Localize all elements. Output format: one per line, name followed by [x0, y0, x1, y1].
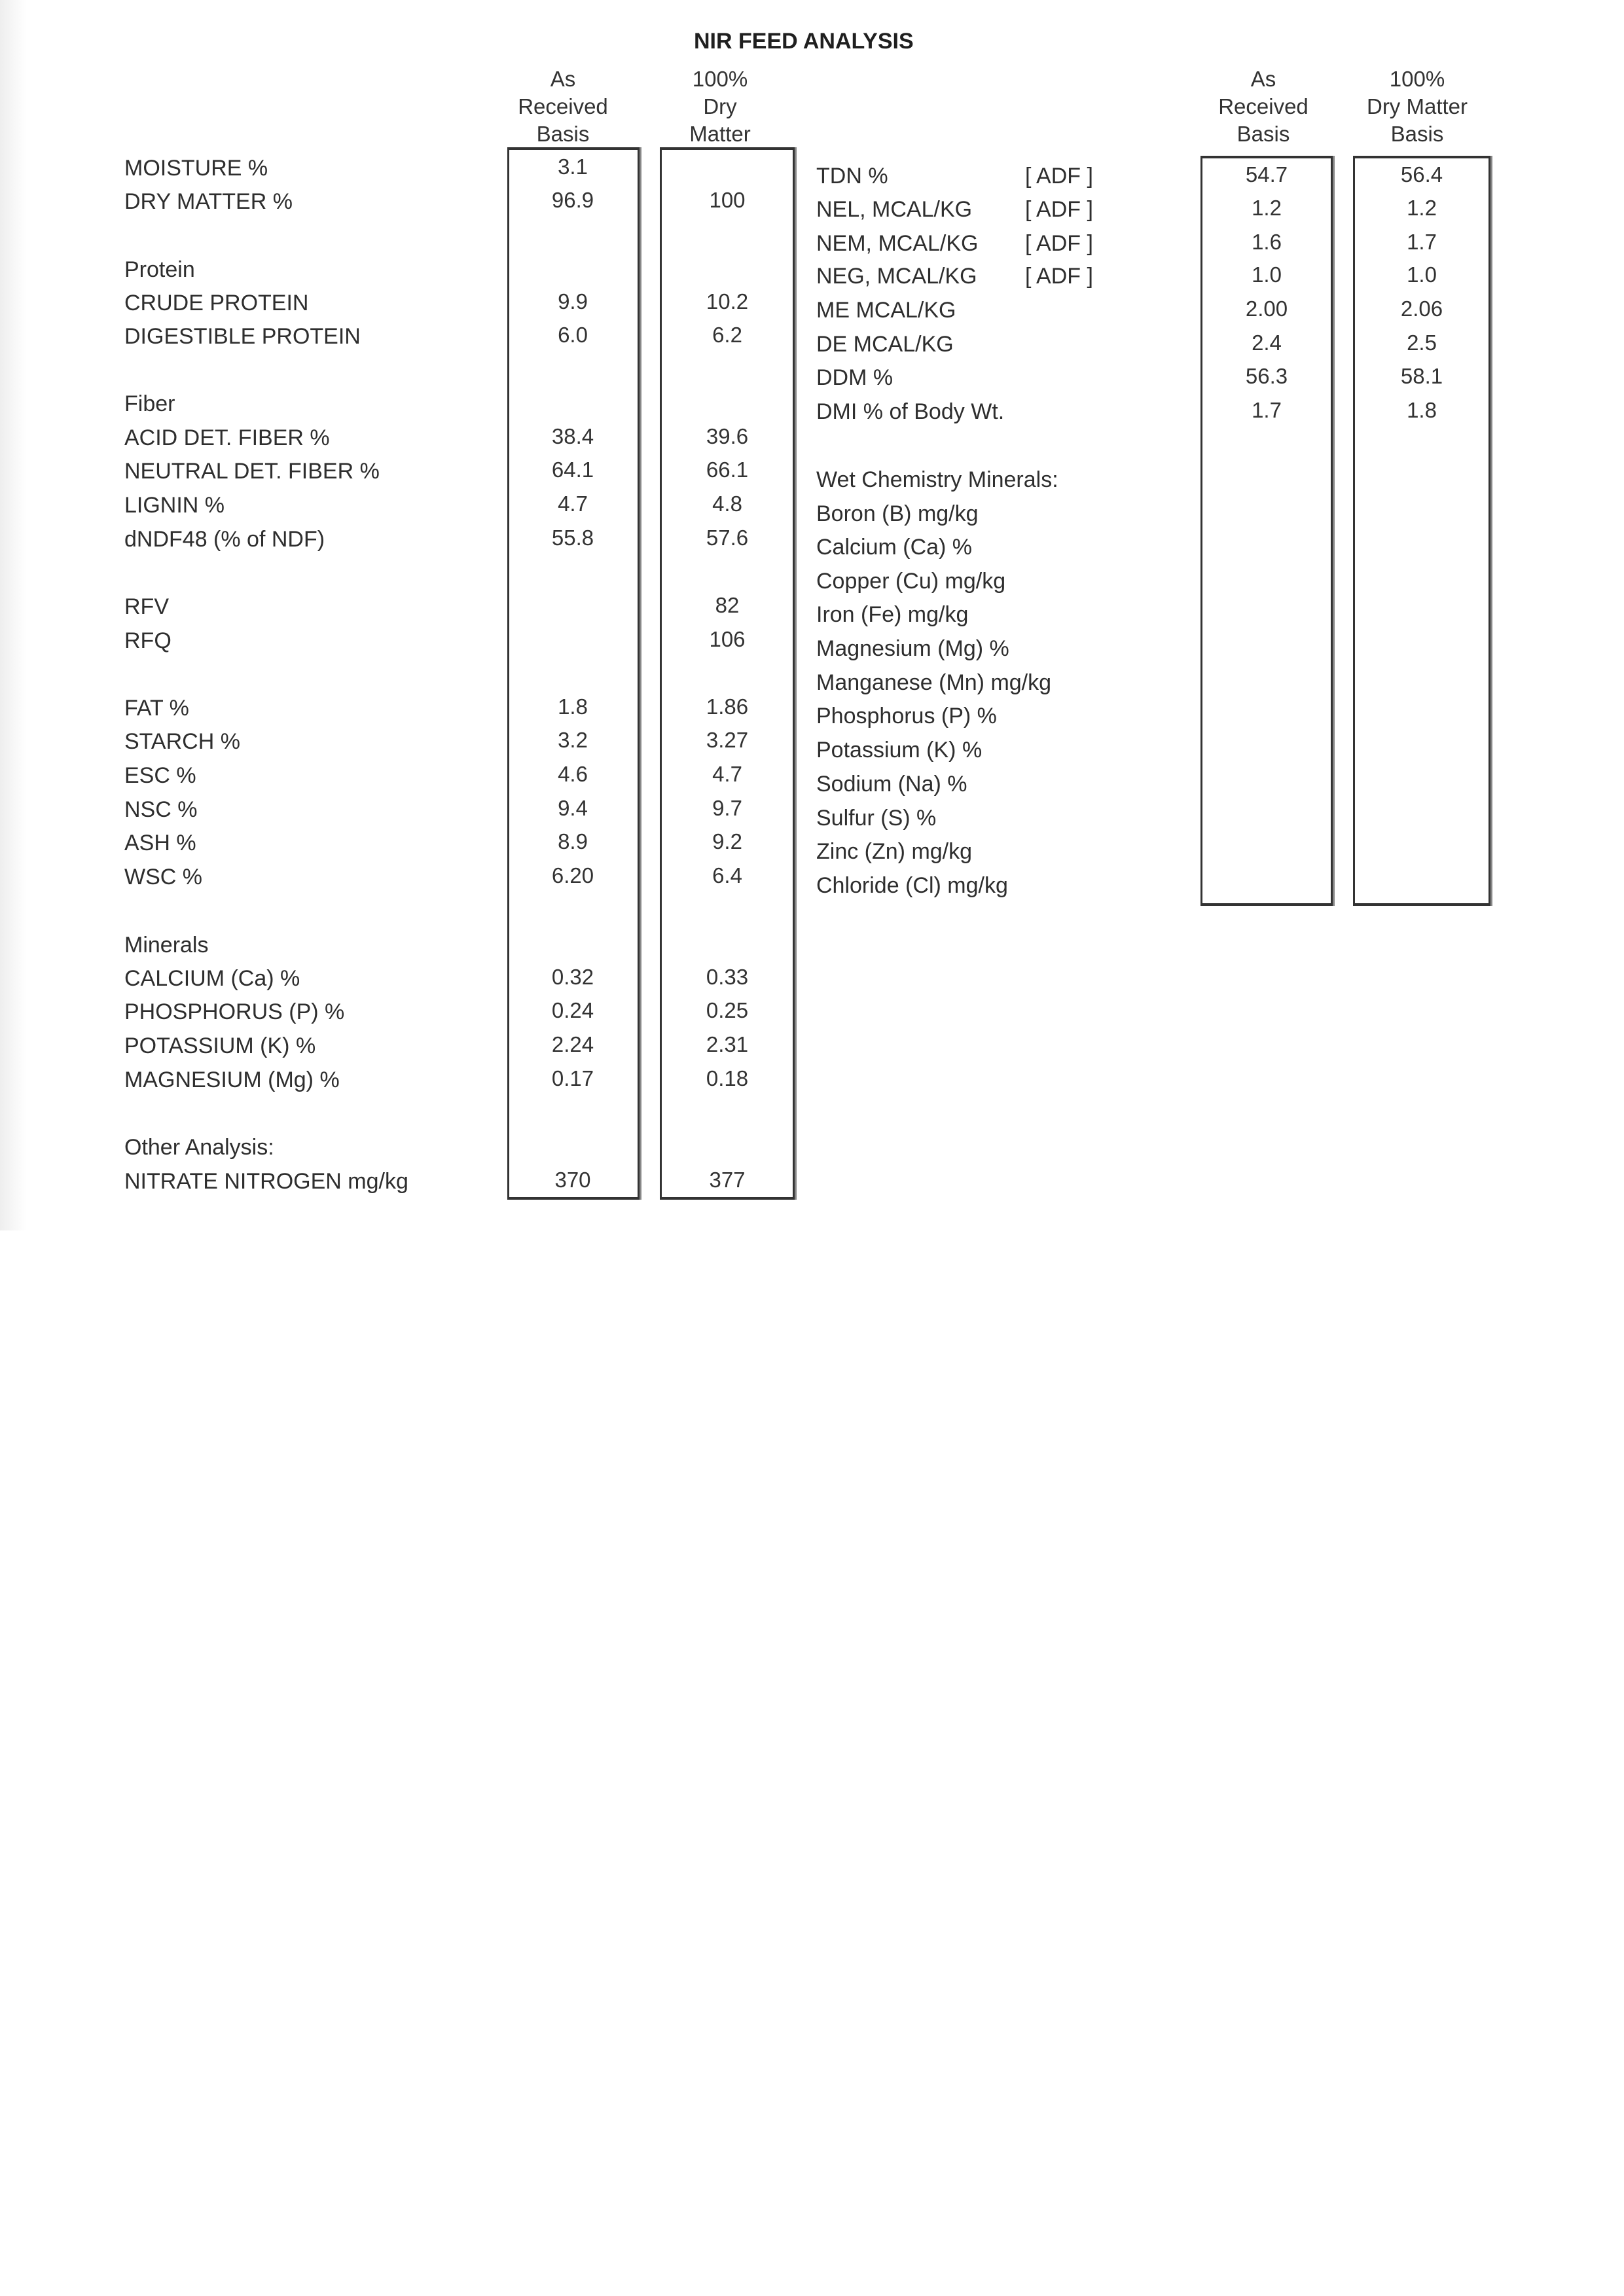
row-label: POTASSIUM (K) % [124, 1033, 316, 1058]
row-label: DE MCAL/KG [816, 332, 954, 357]
header-line: 100% [1389, 67, 1445, 91]
dry-matter-value: 82 [715, 593, 740, 617]
dry-matter-value: 4.7 [712, 762, 742, 786]
as-received-value: 6.20 [551, 863, 594, 888]
row-label: NEUTRAL DET. FIBER % [124, 459, 380, 484]
adf-tag: [ ADF ] [1025, 197, 1093, 222]
row-label: STARCH % [124, 729, 240, 754]
dry-matter-value: 2.31 [706, 1032, 749, 1056]
as-received-value: 8.9 [558, 829, 588, 853]
dry-matter-value: 4.8 [712, 492, 742, 516]
row-label: Chloride (Cl) mg/kg [816, 873, 1008, 898]
header-line: Received [518, 94, 608, 118]
row-label: Manganese (Mn) mg/kg [816, 670, 1052, 695]
row-label: Copper (Cu) mg/kg [816, 569, 1006, 594]
page-title: NIR FEED ANALYSIS [694, 29, 914, 54]
row-label: Sodium (Na) % [816, 772, 967, 797]
row-label: CALCIUM (Ca) % [124, 966, 300, 991]
as-received-value: 56.3 [1245, 364, 1288, 388]
as-received-value: 370 [554, 1168, 591, 1192]
as-received-value: 3.1 [558, 154, 588, 179]
row-label: NSC % [124, 797, 198, 822]
as-received-value: 4.7 [558, 492, 588, 516]
header-line: Basis [1236, 122, 1290, 146]
row-label: Sulfur (S) % [816, 806, 937, 831]
header-line: Matter [689, 122, 751, 146]
row-label: MAGNESIUM (Mg) % [124, 1067, 340, 1092]
as-received-value: 6.0 [558, 323, 588, 347]
header-line: Dry Matter [1366, 94, 1468, 118]
right-header-as-received [1198, 65, 1329, 148]
as-received-value: 55.8 [551, 526, 594, 550]
row-label: Zinc (Zn) mg/kg [816, 839, 973, 864]
as-received-value: 2.00 [1245, 296, 1288, 321]
row-label: DDM % [816, 365, 893, 390]
row-label: Calcium (Ca) % [816, 535, 973, 560]
as-received-value: 1.2 [1252, 196, 1282, 220]
as-received-value: 38.4 [551, 424, 594, 448]
dry-matter-value: 1.2 [1407, 196, 1437, 220]
dry-matter-value: 9.7 [712, 796, 742, 820]
dry-matter-value: 0.18 [706, 1066, 749, 1090]
dry-matter-value: 1.86 [706, 694, 749, 719]
as-received-value: 0.24 [551, 998, 594, 1022]
row-label: NEG, MCAL/KG [816, 264, 977, 289]
as-received-value: 3.2 [558, 728, 588, 752]
as-received-value: 9.4 [558, 796, 588, 820]
row-label: RFQ [124, 628, 171, 653]
header-line: Basis [1390, 122, 1444, 146]
dry-matter-value: 6.4 [712, 863, 742, 888]
adf-tag: [ ADF ] [1025, 231, 1093, 256]
as-received-value: 2.24 [551, 1032, 594, 1056]
row-label: DRY MATTER % [124, 189, 293, 214]
header-line: Received [1218, 94, 1308, 118]
row-label: DMI % of Body Wt. [816, 399, 1005, 424]
row-label: WSC % [124, 865, 202, 889]
row-label: RFV [124, 594, 169, 619]
section-heading: Wet Chemistry Minerals: [816, 467, 1058, 492]
section-heading: Other Analysis: [124, 1135, 274, 1160]
row-label: ASH % [124, 831, 196, 855]
as-received-value: 2.4 [1252, 331, 1282, 355]
dry-matter-value: 57.6 [706, 526, 749, 550]
dry-matter-value: 10.2 [706, 289, 749, 314]
row-label: Phosphorus (P) % [816, 704, 997, 728]
dry-matter-value: 0.33 [706, 965, 749, 989]
row-label: MOISTURE % [124, 156, 268, 181]
as-received-value: 96.9 [551, 188, 594, 212]
row-label: CRUDE PROTEIN [124, 291, 309, 315]
row-label: NEL, MCAL/KG [816, 197, 973, 222]
row-label: TDN % [816, 164, 888, 188]
row-label: NITRATE NITROGEN mg/kg [124, 1169, 408, 1194]
scan-shadow [0, 0, 26, 1230]
dry-matter-value: 2.06 [1400, 296, 1443, 321]
as-received-value: 1.8 [558, 694, 588, 719]
section-heading: Minerals [124, 933, 209, 958]
row-label: PHOSPHORUS (P) % [124, 999, 345, 1024]
header-line: As [1250, 67, 1276, 91]
row-label: LIGNIN % [124, 493, 225, 518]
header-line: As [550, 67, 576, 91]
as-received-value: 1.6 [1252, 230, 1282, 254]
row-label: NEM, MCAL/KG [816, 231, 979, 256]
left-header-as-received [497, 65, 628, 148]
dry-matter-value: 2.5 [1407, 331, 1437, 355]
as-received-value: 9.9 [558, 289, 588, 314]
as-received-value: 1.0 [1252, 262, 1282, 287]
dry-matter-value: 100 [709, 188, 746, 212]
adf-tag: [ ADF ] [1025, 264, 1093, 289]
dry-matter-value: 9.2 [712, 829, 742, 853]
dry-matter-value: 0.25 [706, 998, 749, 1022]
as-received-value: 64.1 [551, 457, 594, 482]
row-label: Iron (Fe) mg/kg [816, 602, 969, 627]
adf-tag: [ ADF ] [1025, 164, 1093, 188]
dry-matter-value: 1.8 [1407, 398, 1437, 422]
row-label: DIGESTIBLE PROTEIN [124, 324, 361, 349]
as-received-value: 4.6 [558, 762, 588, 786]
section-heading: Fiber [124, 391, 175, 416]
left-header-dry-matter [655, 65, 785, 148]
dry-matter-value: 6.2 [712, 323, 742, 347]
dry-matter-value: 377 [709, 1168, 746, 1192]
right-header-dry-matter [1342, 65, 1492, 148]
row-label: Potassium (K) % [816, 738, 983, 762]
as-received-value: 1.7 [1252, 398, 1282, 422]
dry-matter-value: 56.4 [1400, 162, 1443, 187]
row-label: ME MCAL/KG [816, 298, 956, 323]
dry-matter-value: 1.0 [1407, 262, 1437, 287]
header-line: Basis [536, 122, 590, 146]
dry-matter-value: 39.6 [706, 424, 749, 448]
dry-matter-value: 58.1 [1400, 364, 1443, 388]
section-heading: Protein [124, 257, 195, 282]
row-label: Boron (B) mg/kg [816, 501, 979, 526]
as-received-value: 0.17 [551, 1066, 594, 1090]
header-line: 100% [692, 67, 748, 91]
dry-matter-value: 3.27 [706, 728, 749, 752]
dry-matter-value: 1.7 [1407, 230, 1437, 254]
as-received-value: 0.32 [551, 965, 594, 989]
row-label: ACID DET. FIBER % [124, 425, 330, 450]
row-label: Magnesium (Mg) % [816, 636, 1009, 661]
row-label: dNDF48 (% of NDF) [124, 527, 325, 552]
as-received-value: 54.7 [1245, 162, 1288, 187]
header-line: Dry [703, 94, 737, 118]
dry-matter-value: 106 [709, 627, 746, 651]
row-label: FAT % [124, 696, 189, 721]
dry-matter-value: 66.1 [706, 457, 749, 482]
row-label: ESC % [124, 763, 196, 788]
